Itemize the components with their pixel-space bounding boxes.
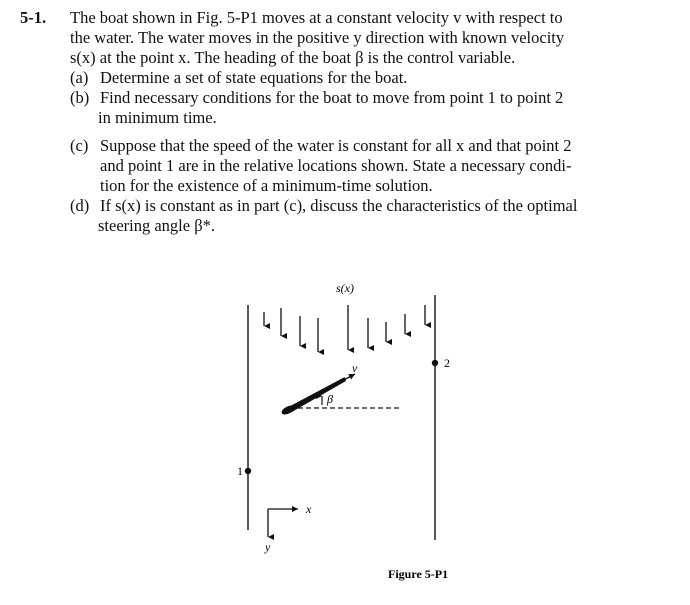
intro-text-1: The boat shown in Fig. 5-P1 moves at a constant velocity v with respect to (70, 8, 563, 27)
part-b-label: (b) (70, 88, 90, 107)
part-b-text-1: Find necessary conditions for the boat to move from point 1 to point 2 (100, 88, 564, 107)
part-a-label: (a) (70, 68, 89, 87)
point-1-marker (245, 468, 251, 474)
current-label: s(x) (336, 281, 354, 295)
x-axis-label: x (306, 502, 312, 516)
current-arrows (264, 305, 425, 352)
point-2-marker (432, 360, 438, 366)
angle-label: β (327, 392, 333, 406)
part-c-text-1: Suppose that the speed of the water is constant for all x and that point 2 (100, 136, 572, 155)
velocity-label: v (352, 361, 358, 375)
point-1-label: 1 (237, 464, 243, 478)
intro-line-3: s(x) at the point x. The heading of the boat β is the control variable. (70, 48, 516, 67)
problem-number: 5-1. (20, 8, 47, 27)
part-b-text-2: in minimum time. (98, 108, 217, 127)
part-d-text-2: steering angle β*. (98, 216, 215, 235)
part-a-text-1: Determine a set of state equations for the boat. (100, 68, 408, 87)
boat (280, 378, 346, 416)
figure-caption: Figure 5-P1 (388, 567, 449, 581)
part-c-text-2: and point 1 are in the relative locations shown. State a necessary condi- (100, 156, 572, 175)
intro-line-2: the water. The water moves in the positive y direction with known velocity (70, 28, 565, 47)
point-2-label: 2 (444, 356, 450, 370)
part-d-text-1: If s(x) is constant as in part (c), discuss the characteristics of the optimal (100, 196, 578, 215)
part-d-label: (d) (70, 196, 90, 215)
y-axis-label: y (265, 540, 271, 554)
velocity-arrow (340, 374, 355, 382)
part-c-text-3: tion for the existence of a minimum-time solution. (100, 176, 433, 195)
part-c-label: (c) (70, 136, 89, 155)
